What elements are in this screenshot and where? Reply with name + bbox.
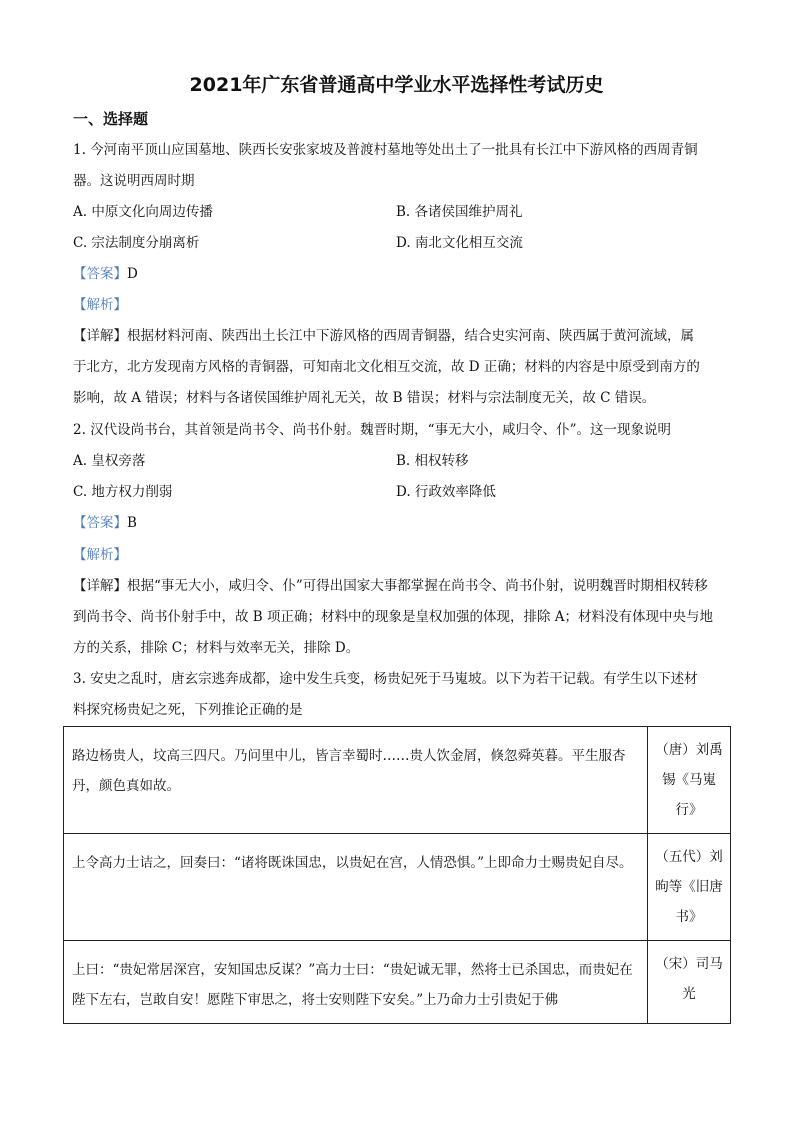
q1-detail-line-1 bbox=[73, 326, 694, 346]
q1-detail-line-3: 影响，故 A 错误；材料与各诸侯国维护周礼无关，故 B 错误；材料与宗法制度无关，故 C 错误。 bbox=[73, 390, 656, 406]
q1-analysis-label: 【解析】 bbox=[73, 297, 127, 313]
q2-answer bbox=[73, 513, 137, 533]
source-citation: （宋）司马光 bbox=[648, 941, 731, 1024]
table-row bbox=[64, 834, 731, 941]
q2-option-b: B. 相权转移 bbox=[396, 453, 469, 469]
q2-analysis-label: 【解析】 bbox=[73, 547, 127, 563]
q1-option-c: C. 宗法制度分崩离析 bbox=[73, 235, 200, 251]
q2-option-d: D. 行政效率降低 bbox=[396, 484, 496, 500]
source-text: 上曰：“贵妃常居深宫，安知国忠反谋？”高力士曰：“贵妃诚无罪，然将士已杀国忠，而贵妃在陛下左右，岂敢自安！愿陛下审思之，将士安则陛下安矣。”上乃命力士引贵妃于佛 bbox=[64, 941, 648, 1024]
q2-detail-line-3: 方的关系，排除 C；材料与效率无关，排除 D。 bbox=[73, 640, 360, 656]
q1-detail-text-1: 根据材料河南、陕西出土长江中下游风格的西周青铜器，结合史实河南、陕西属于黄河流域，属 bbox=[127, 328, 694, 344]
q1-answer-label: 【答案】 bbox=[73, 266, 127, 282]
table-row bbox=[64, 941, 731, 1024]
q3-stem-line-2: 料探究杨贵妃之死，下列推论正确的是 bbox=[73, 702, 303, 718]
q2-option-a: A. 皇权旁落 bbox=[73, 453, 146, 469]
page-title: 2021年广东省普通高中学业水平选择性考试历史 bbox=[189, 74, 604, 96]
q1-answer-value: D bbox=[127, 266, 138, 282]
q1-answer bbox=[73, 264, 138, 284]
source-text: 路边杨贵人，坟高三四尺。乃问里中儿，皆言幸蜀时……贵人饮金屑，倏忽舜英暮。平生服杏丹，颜色真如故。 bbox=[64, 727, 648, 834]
q2-option-c: C. 地方权力削弱 bbox=[73, 484, 173, 500]
source-text: 上令高力士诘之，回奏曰：“诸将既诛国忠，以贵妃在宫，人情恐惧。”上即命力士赐贵妃自尽。 bbox=[64, 834, 648, 941]
q2-detail-line-2: 到尚书令、尚书仆射手中，故 B 项正确；材料中的现象是皇权加强的体现，排除 A；材料没有体现中央与地 bbox=[73, 609, 714, 625]
q1-option-d: D. 南北文化相互交流 bbox=[396, 235, 523, 251]
q2-answer-value: B bbox=[127, 515, 137, 531]
q1-stem-line-1: 1. 今河南平顶山应国墓地、陕西长安张家坡及普渡村墓地等处出土了一批具有长江中下游风格的西周青铜 bbox=[73, 142, 698, 158]
q1-stem-line-2: 器。这说明西周时期 bbox=[73, 173, 195, 189]
q1-option-b: B. 各诸侯国维护周礼 bbox=[396, 204, 523, 220]
section-heading: 一、选择题 bbox=[73, 110, 149, 128]
q2-stem-line-1: 2. 汉代设尚书台，其首领是尚书令、尚书仆射。魏晋时期，“事无大小，咸归令、仆”。这一现象说明 bbox=[73, 422, 671, 438]
q2-detail-text-1: 根据“事无大小，咸归令、仆”可得出国家大事都掌握在尚书令、尚书仆射，说明魏晋时期相权转移 bbox=[127, 578, 708, 594]
q2-detail-line-1 bbox=[73, 576, 708, 596]
source-citation: （五代）刘昫等《旧唐书》 bbox=[648, 834, 731, 941]
source-table bbox=[63, 726, 731, 1024]
q2-detail-label: 【详解】 bbox=[73, 578, 127, 594]
q1-option-a: A. 中原文化向周边传播 bbox=[73, 204, 213, 220]
q1-detail-line-2: 于北方，北方发现南方风格的青铜器，可知南北文化相互交流，故 D 正确；材料的内容是中原受到南方的 bbox=[73, 359, 700, 375]
source-citation: （唐）刘禹锡《马嵬行》 bbox=[648, 727, 731, 834]
q3-stem-line-1: 3. 安史之乱时，唐玄宗逃奔成都，途中发生兵变，杨贵妃死于马嵬坡。以下为若干记载。有学生以下述材 bbox=[73, 671, 698, 687]
table-row bbox=[64, 727, 731, 834]
q2-answer-label: 【答案】 bbox=[73, 515, 127, 531]
q1-detail-label: 【详解】 bbox=[73, 328, 127, 344]
